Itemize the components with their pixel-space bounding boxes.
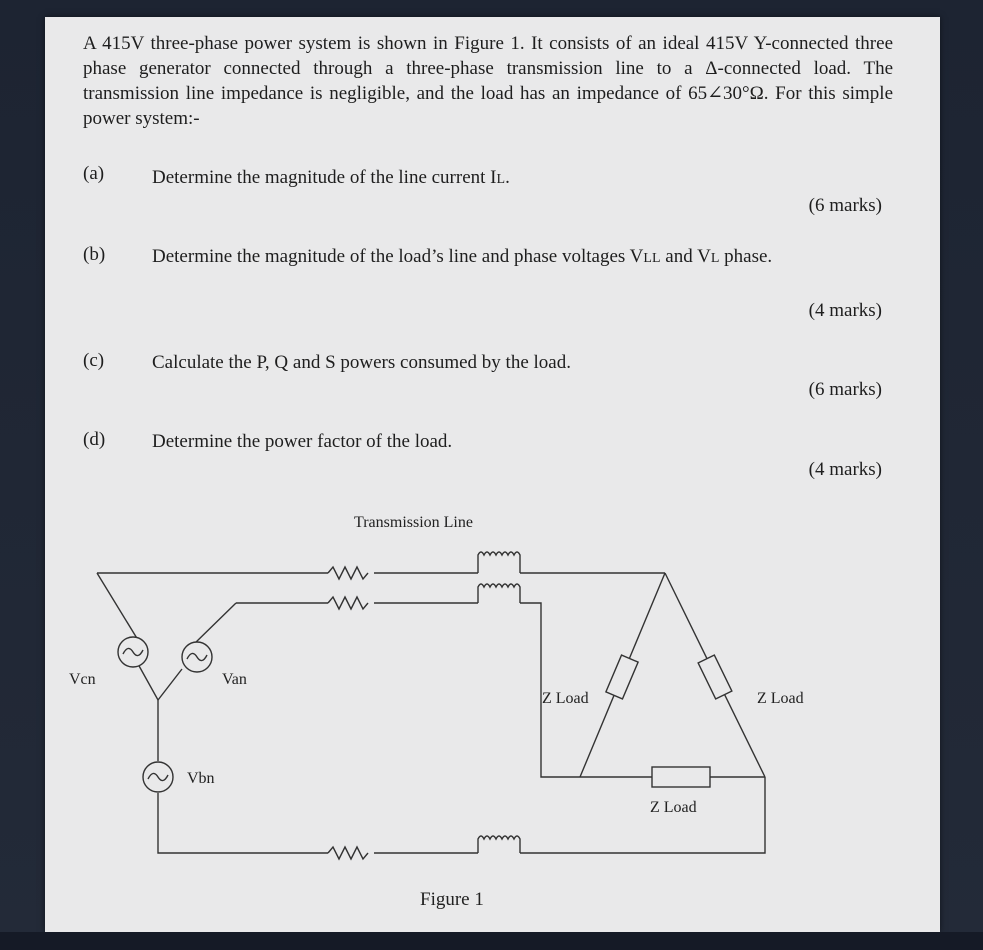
question-d-text: Determine the power factor of the load.: [152, 431, 453, 452]
van-wire-up: [193, 603, 236, 645]
z-load-left-box: [606, 655, 638, 699]
mid-line-resistor: [328, 597, 368, 609]
mid-line-inductor: [478, 584, 520, 603]
bottom-line-resistor: [328, 847, 368, 859]
z-load-bottom-label: Z Load: [650, 799, 697, 816]
question-b-label: (b): [83, 244, 106, 265]
z-load-left-label: Z Load: [542, 690, 589, 707]
z-load-bottom-box: [652, 767, 710, 787]
question-a-text: Determine the magnitude of the line current IL.: [152, 167, 510, 188]
question-c-text: Calculate the P, Q and S powers consumed by the load.: [152, 352, 571, 373]
top-line-inductor: [478, 552, 520, 573]
z-load-right-box: [698, 655, 732, 699]
question-d-marks: (4 marks): [808, 459, 882, 480]
question-c-label: (c): [83, 350, 105, 371]
question-c-marks: (6 marks): [808, 379, 882, 400]
z-load-right-label: Z Load: [757, 690, 804, 707]
figure-caption: Figure 1: [420, 889, 484, 910]
star-wye-upper: [138, 664, 182, 700]
van-label: Van: [222, 671, 247, 688]
circuit-diagram: [45, 17, 940, 932]
bottom-line-inductor: [478, 836, 520, 853]
vbn-label: Vbn: [187, 770, 215, 787]
screen-bottom-bezel: [0, 932, 983, 950]
transmission-line-label: Transmission Line: [354, 514, 473, 531]
vcn-label: Vcn: [69, 671, 96, 688]
question-b-marks: (4 marks): [808, 300, 882, 321]
question-d-label: (d): [83, 429, 106, 450]
question-paper: [45, 17, 940, 932]
bottom-wire-right: [520, 777, 765, 853]
question-a-marks: (6 marks): [808, 195, 882, 216]
top-line-resistor: [328, 567, 368, 579]
vcn-wire-up: [97, 573, 138, 640]
bottom-wire-left: [158, 793, 328, 853]
problem-intro: A 415V three-phase power system is shown in Figure 1. It consists of an ideal 415V Y-connected three phase generator connected through a three-phase transmission line to a Δ-connected load. The transmission line impedance is negligible, and the load has an impedance of 65∠30°Ω. For this simple power system:-: [83, 33, 893, 129]
question-b-text: Determine the magnitude of the load’s line and phase voltages VLL and VL phase.: [152, 246, 773, 267]
question-a-label: (a): [83, 163, 105, 184]
